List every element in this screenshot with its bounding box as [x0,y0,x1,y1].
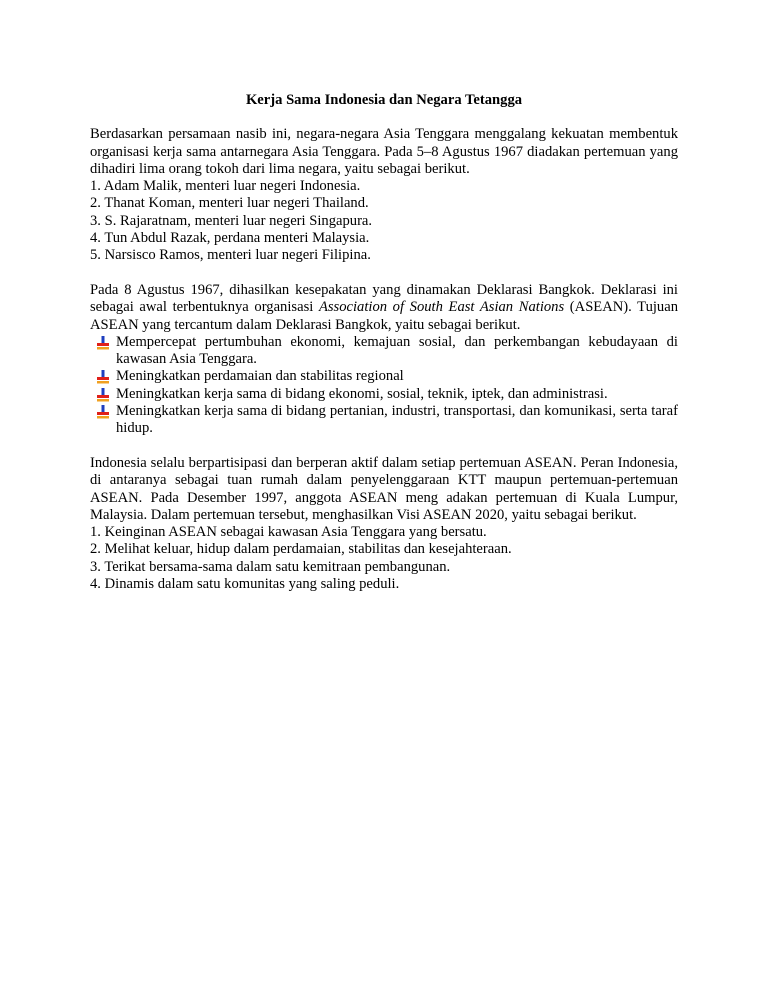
list-item: 2. Thanat Koman, menteri luar negeri Thailand. [90,195,369,212]
paragraph-spacer [90,265,678,282]
founders-list [90,178,678,264]
bullet-item [90,386,678,403]
list-item: 3. S. Rajaratnam, menteri luar negeri Singapura. [90,212,373,229]
bullet-item [90,403,678,438]
asean-goals-list [90,334,678,438]
bullet-text: Meningkatkan kerja sama di bidang ekonomi, sosial, teknik, iptek, dan administrasi. [116,385,608,402]
bullet-text: Meningkatkan kerja sama di bidang pertanian, industri, transportasi, dan komunikasi, serta taraf hidup. [116,403,678,437]
arrow-down-bullet-icon [96,405,110,419]
bullet-text: Mempercepat pertumbuhan ekonomi, kemajuan sosial, dan perkembangan kebudayaan di kawasan Asia Tenggara. [116,333,678,368]
list-item: 4. Tun Abdul Razak, perdana menteri Malaysia. [90,230,370,247]
arrow-down-bullet-icon [96,388,110,402]
paragraph-declaration [90,282,678,334]
document-title: Kerja Sama Indonesia dan Negara Tetangga [245,92,523,108]
list-item: 3. Terikat bersama-sama dalam satu kemitraan pembangunan. [90,558,451,575]
paragraph-founding: Berdasarkan persamaan nasib ini, negara-negara Asia Tenggara menggalang kekuatan membentuk organisasi kerja sama antarnegara Asia Tenggara. Pada 5–8 Agustus 1967 diadakan pertemuan yang dihadiri lima orang tokoh dari lima negara, yaitu sebagai berikut. [90,126,678,177]
bullet-item [90,368,678,385]
declaration-text-start: Pada 8 Agustus 1967, dihasilkan kesepakatan yang dinamakan Deklarasi Bangkok. Deklarasi ini sebagai awal terbentuknya organisasi [90,281,678,316]
list-item: 4. Dinamis dalam satu komunitas yang saling peduli. [90,576,400,593]
bullet-item [90,334,678,369]
asean-full-name: Association of South East Asian Nations [318,299,565,316]
vision-list [90,524,678,593]
document-page [90,92,678,593]
list-item: 1. Keinginan ASEAN sebagai kawasan Asia Tenggara yang bersatu. [90,524,487,541]
paragraph-vision: Indonesia selalu berpartisipasi dan berperan aktif dalam setiap pertemuan ASEAN. Peran Indonesia, di antaranya sebagai tuan rumah dalam penyelenggaraan KTT maupun pertemuan-pertemuan ASEAN. Pada Desember 1997, anggota ASEAN meng adakan pertemuan di Kuala Lumpur, Malaysia. Dalam pertemuan tersebut, menghasilkan Visi ASEAN 2020, yaitu sebagai berikut. [90,454,678,523]
arrow-down-bullet-icon [96,370,110,384]
list-item: 2. Melihat keluar, hidup dalam perdamaian, stabilitas dan kesejahteraan. [90,541,512,558]
list-item: 1. Adam Malik, menteri luar negeri Indonesia. [90,178,361,195]
arrow-down-bullet-icon [96,336,110,350]
list-item: 5. Narsisco Ramos, menteri luar negeri Filipina. [90,247,371,264]
declaration-text-end: (ASEAN). Tujuan ASEAN yang tercantum dalam Deklarasi Bangkok, yaitu sebagai berikut. [90,299,679,333]
bullet-text: Meningkatkan perdamaian dan stabilitas regional [116,368,404,385]
paragraph-spacer [90,438,678,455]
